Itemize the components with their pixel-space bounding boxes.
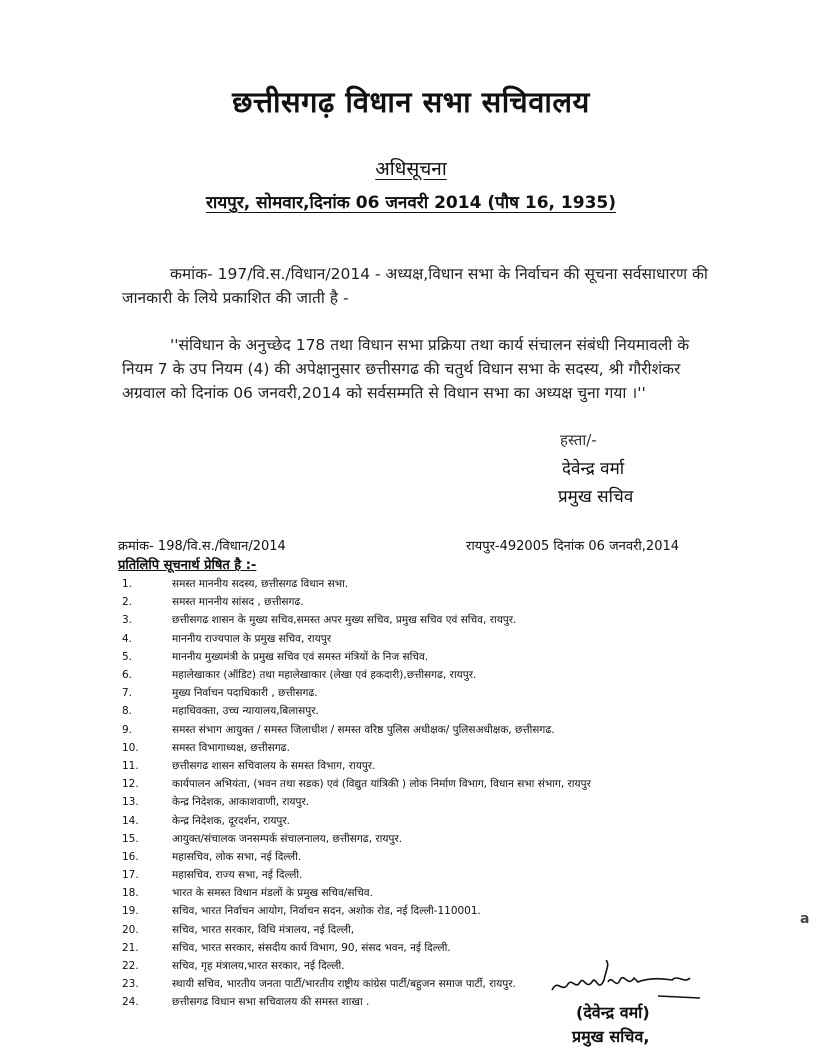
recipient-list-item [122, 811, 591, 829]
notification-paragraph-text: कमांक- 197/वि.स./विधान/2014 - अध्यक्ष,विधान सभा के निर्वाचन की सूचना सर्वसाधारण की जानकारी के लिये प्रकाशित की जाती है - [122, 265, 708, 307]
recipient-text: समस्त माननीय सांसद , छत्तीसगढ. [172, 596, 304, 609]
recipient-text: केन्द्र निदेशक, आकाशवाणी, रायपुर. [172, 796, 310, 809]
recipient-list-item [122, 993, 591, 1011]
recipient-list-item [122, 793, 591, 811]
recipient-text: मुख्य निर्वाचन पदाधिकारी , छत्तीसगढ. [172, 687, 318, 700]
copy-forwarded-heading: प्रतिलिपि सूचनार्थ प्रेषित है :- [118, 558, 257, 573]
recipient-number: 1. [122, 578, 133, 591]
recipient-text: समस्त माननीय सदस्य, छत्तीसगढ विधान सभा. [172, 578, 349, 591]
recipient-text: सचिव, गृह मंत्रालय,भारत सरकार, नई दिल्ली. [172, 960, 345, 973]
recipient-number: 2. [122, 596, 133, 609]
recipient-number: 12. [122, 778, 139, 791]
recipient-number: 14. [122, 814, 139, 827]
recipient-number: 17. [122, 869, 139, 882]
recipient-number: 13. [122, 796, 139, 809]
recipient-number: 10. [122, 741, 139, 754]
recipient-number: 5. [122, 650, 133, 663]
recipient-list-item [122, 702, 591, 720]
recipient-number: 4. [122, 632, 133, 645]
recipient-number: 6. [122, 669, 133, 682]
recipient-text: सचिव, भारत सरकार, विधि मंत्रालय, नई दिल्ली, [172, 923, 355, 936]
recipient-number: 22. [122, 960, 139, 973]
election-statement-paragraph [122, 333, 720, 405]
notification-heading: अधिसूचना [375, 158, 447, 180]
recipient-list-item [122, 884, 591, 902]
recipient-list-item [122, 739, 591, 757]
recipient-list-item [122, 902, 591, 920]
recipient-text: समस्त संभाग आयुक्त / समस्त जिलाधीश / समस्त वरिष्ठ पुलिस अधीक्षक/ पुलिसअधीक्षक, छत्तीसगढ. [172, 723, 555, 736]
recipient-text: महालेखाकार (ऑडिट) तथा महालेखाकार (लेखा एवं हकदारी),छत्तीसगढ, रायपुर. [172, 669, 477, 682]
recipient-number: 20. [122, 923, 139, 936]
recipient-text: भारत के समस्त विधान मंडलों के प्रमुख सचिव/सचिव. [172, 887, 373, 900]
recipient-text: छत्तीसगढ शासन सचिवालय के समस्त विभाग, रायपुर. [172, 759, 376, 772]
recipient-text: माननीय राज्यपाल के प्रमुख सचिव, रायपुर [172, 632, 331, 645]
recipient-text: कार्यपालन अभियंता, (भवन तथा सडक) एवं (विद्युत यांत्रिकी ) लोक निर्माण विभाग, विधान सभा संभाग, रायपुर [172, 778, 591, 791]
margin-mark: a [800, 911, 810, 927]
recipient-text: माननीय मुख्यमंत्री के प्रमुख सचिव एवं समस्त मंत्रियों के निज सचिव. [172, 650, 429, 663]
recipient-list-item [122, 866, 591, 884]
recipient-text: आयुक्त/संचालक जनसम्पर्क संचालनालय, छत्तीसगढ, रायपुर. [172, 832, 403, 845]
recipient-list-item [122, 593, 591, 611]
signatory-designation: प्रमुख सचिव [558, 487, 634, 507]
recipient-list-item [122, 957, 591, 975]
recipient-text: छत्तीसगढ विधान सभा सचिवालय की समस्त शाखा . [172, 996, 370, 1009]
recipient-list-item [122, 830, 591, 848]
recipient-list-item [122, 939, 591, 957]
recipient-text: महासचिव, राज्य सभा, नई दिल्ली. [172, 869, 303, 882]
organization-title: छत्तीसगढ़ विधान सभा सचिवालय [232, 85, 590, 119]
notification-paragraph [122, 262, 720, 310]
recipient-number: 24. [122, 996, 139, 1009]
recipient-number: 8. [122, 705, 133, 718]
recipient-number: 7. [122, 687, 133, 700]
recipient-number: 23. [122, 978, 139, 991]
recipient-list-item [122, 684, 591, 702]
recipient-list-item [122, 721, 591, 739]
signatory-name: देवेन्द्र वर्मा [562, 459, 625, 479]
recipient-number: 15. [122, 832, 139, 845]
recipient-number: 16. [122, 850, 139, 863]
recipient-text: केन्द्र निदेशक, दूरदर्शन, रायपुर. [172, 814, 291, 827]
recipient-text: समस्त विभागाध्यक्ष, छत्तीसगढ. [172, 741, 290, 754]
recipient-list-item [122, 666, 591, 684]
recipient-list-item [122, 611, 591, 629]
recipient-list-item [122, 630, 591, 648]
recipient-list [122, 575, 591, 1012]
final-signatory-name: (देवेन्द्र वर्मा) [576, 1003, 650, 1022]
recipient-number: 3. [122, 614, 133, 627]
recipient-text: स्थायी सचिव, भारतीय जनता पार्टी/भारतीय राष्ट्रीय कांग्रेस पार्टी/बहुजन समाज पार्टी, रायपुर. [172, 978, 516, 991]
recipient-list-item [122, 575, 591, 593]
recipient-number: 21. [122, 941, 139, 954]
recipient-number: 11. [122, 759, 139, 772]
election-statement-text: ''संविधान के अनुच्छेद 178 तथा विधान सभा प्रक्रिया तथा कार्य संचालन संबंधी नियमावली के नियम 7 के उप नियम (4) की अपेक्षानुसार छत्तीसगढ की चतुर्थ विधान सभा के सदस्य, श्री गौरीशंकर अग्रवाल को दिनांक 06 जनवरी,2014 को सर्वसम्मति से विधान सभा का अध्यक्ष चुना गया ।'' [122, 336, 690, 402]
recipient-text: छत्तीसगढ शासन के मुख्य सचिव,समस्त अपर मुख्य सचिव, प्रमुख सचिव एवं सचिव, रायपुर. [172, 614, 517, 627]
recipient-text: महाधिवक्ता, उच्च न्यायालय,बिलासपुर. [172, 705, 319, 718]
recipient-number: 18. [122, 887, 139, 900]
place-date: रायपुर-492005 दिनांक 06 जनवरी,2014 [466, 539, 680, 554]
reference-number: क्रमांक- 198/वि.स./विधान/2014 [118, 539, 286, 554]
recipient-number: 19. [122, 905, 139, 918]
signed-note: हस्ता/- [560, 431, 597, 449]
recipient-number: 9. [122, 723, 133, 736]
recipient-text: सचिव, भारत निर्वाचन आयोग, निर्वाचन सदन, अशोक रोड, नई दिल्ली-110001. [172, 905, 481, 918]
recipient-list-item [122, 757, 591, 775]
handwritten-signature-icon [548, 960, 708, 1000]
recipient-list-item [122, 921, 591, 939]
recipient-list-item [122, 775, 591, 793]
recipient-list-item [122, 975, 591, 993]
dateline: रायपुर, सोमवार,दिनांक 06 जनवरी 2014 (पौष 16, 1935) [205, 193, 617, 213]
recipient-text: सचिव, भारत सरकार, संसदीय कार्य विभाग, 90, संसद भवन, नई दिल्ली. [172, 941, 451, 954]
recipient-text: महासचिव, लोक सभा, नई दिल्ली. [172, 850, 302, 863]
recipient-list-item [122, 848, 591, 866]
recipient-list-item [122, 648, 591, 666]
final-signatory-designation: प्रमुख सचिव, [572, 1027, 650, 1046]
